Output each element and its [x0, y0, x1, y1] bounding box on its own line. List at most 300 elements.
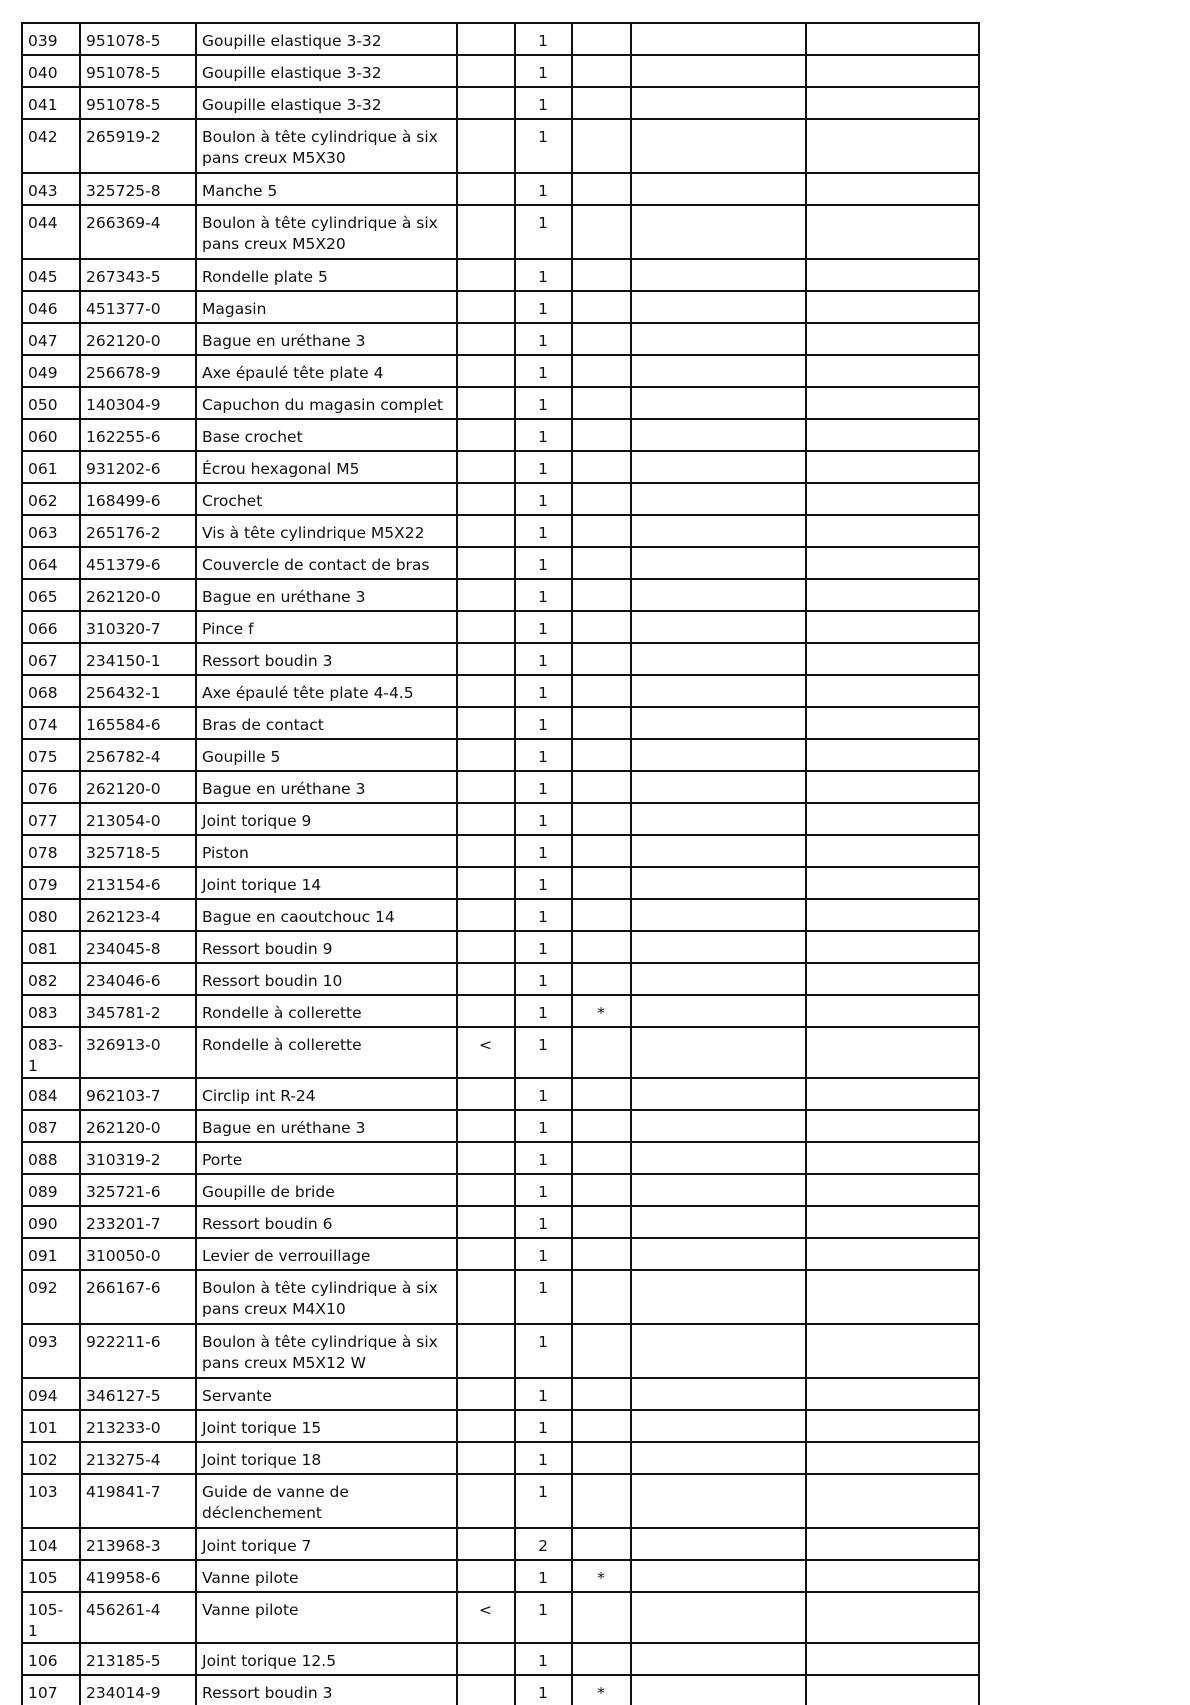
description-cell: Circlip int R-24 — [196, 1078, 457, 1110]
empty-cell-1 — [631, 1027, 806, 1078]
quantity-cell: 1 — [515, 55, 572, 87]
table-row — [22, 1378, 979, 1410]
table-row — [22, 1110, 979, 1142]
empty-cell-1 — [631, 419, 806, 451]
quantity-cell: 1 — [515, 323, 572, 355]
empty-cell-2 — [806, 23, 979, 55]
empty-cell-1 — [631, 451, 806, 483]
note-mark-cell — [457, 1270, 515, 1324]
flag-mark-cell — [572, 1110, 631, 1142]
description-cell: Bague en uréthane 3 — [196, 1110, 457, 1142]
note-mark-cell — [457, 1410, 515, 1442]
note-mark-cell — [457, 291, 515, 323]
part-number-cell: 962103-7 — [80, 1078, 196, 1110]
flag-mark-cell — [572, 23, 631, 55]
flag-mark-cell — [572, 483, 631, 515]
empty-cell-2 — [806, 355, 979, 387]
quantity-cell: 1 — [515, 1675, 572, 1705]
flag-mark-cell — [572, 1206, 631, 1238]
quantity-cell: 1 — [515, 1442, 572, 1474]
empty-cell-2 — [806, 387, 979, 419]
note-mark-cell — [457, 323, 515, 355]
description-cell: Ressort boudin 3 — [196, 643, 457, 675]
parts-table-body — [22, 23, 979, 1705]
part-number-cell: 165584-6 — [80, 707, 196, 739]
note-mark-cell — [457, 23, 515, 55]
part-number-cell: 266167-6 — [80, 1270, 196, 1324]
part-number-cell: 326913-0 — [80, 1027, 196, 1078]
description-cell: Rondelle plate 5 — [196, 259, 457, 291]
flag-mark-cell — [572, 739, 631, 771]
part-number-cell: 345781-2 — [80, 995, 196, 1027]
quantity-cell: 1 — [515, 173, 572, 205]
part-number-cell: 310319-2 — [80, 1142, 196, 1174]
part-number-cell: 234014-9 — [80, 1675, 196, 1705]
table-row — [22, 739, 979, 771]
empty-cell-1 — [631, 1643, 806, 1675]
flag-mark-cell — [572, 1174, 631, 1206]
table-row — [22, 1592, 979, 1643]
note-mark-cell — [457, 835, 515, 867]
quantity-cell: 1 — [515, 259, 572, 291]
item-number-cell: 102 — [22, 1442, 80, 1474]
note-mark-cell — [457, 963, 515, 995]
empty-cell-2 — [806, 1174, 979, 1206]
description-cell: Bague en uréthane 3 — [196, 771, 457, 803]
item-number-cell: 067 — [22, 643, 80, 675]
item-number-cell: 062 — [22, 483, 80, 515]
description-cell: Bras de contact — [196, 707, 457, 739]
part-number-cell: 262120-0 — [80, 579, 196, 611]
quantity-cell: 1 — [515, 611, 572, 643]
empty-cell-2 — [806, 1560, 979, 1592]
item-number-cell: 044 — [22, 205, 80, 259]
quantity-cell: 1 — [515, 579, 572, 611]
flag-mark-cell — [572, 963, 631, 995]
note-mark-cell — [457, 173, 515, 205]
table-row — [22, 259, 979, 291]
description-cell: Joint torique 15 — [196, 1410, 457, 1442]
table-row — [22, 1643, 979, 1675]
item-number-cell: 068 — [22, 675, 80, 707]
empty-cell-1 — [631, 1528, 806, 1560]
flag-mark-cell — [572, 1528, 631, 1560]
description-cell: Vanne pilote — [196, 1592, 457, 1643]
flag-mark-cell — [572, 1410, 631, 1442]
empty-cell-1 — [631, 803, 806, 835]
table-row — [22, 1270, 979, 1324]
empty-cell-2 — [806, 515, 979, 547]
description-cell: Écrou hexagonal M5 — [196, 451, 457, 483]
quantity-cell: 1 — [515, 771, 572, 803]
item-number-cell: 104 — [22, 1528, 80, 1560]
flag-mark-cell — [572, 173, 631, 205]
flag-mark-cell — [572, 387, 631, 419]
item-number-cell: 080 — [22, 899, 80, 931]
note-mark-cell — [457, 1174, 515, 1206]
note-mark-cell — [457, 1378, 515, 1410]
quantity-cell: 1 — [515, 1378, 572, 1410]
flag-mark-cell — [572, 55, 631, 87]
description-cell: Goupille 5 — [196, 739, 457, 771]
part-number-cell: 262123-4 — [80, 899, 196, 931]
part-number-cell: 140304-9 — [80, 387, 196, 419]
empty-cell-2 — [806, 1206, 979, 1238]
flag-mark-cell — [572, 515, 631, 547]
empty-cell-1 — [631, 515, 806, 547]
quantity-cell: 1 — [515, 931, 572, 963]
description-cell: Joint torique 12.5 — [196, 1643, 457, 1675]
empty-cell-1 — [631, 963, 806, 995]
empty-cell-1 — [631, 259, 806, 291]
item-number-cell: 079 — [22, 867, 80, 899]
note-mark-cell — [457, 119, 515, 173]
empty-cell-1 — [631, 835, 806, 867]
note-mark-cell — [457, 803, 515, 835]
flag-mark-cell — [572, 1378, 631, 1410]
empty-cell-2 — [806, 1528, 979, 1560]
description-cell: Bague en caoutchouc 14 — [196, 899, 457, 931]
note-mark-cell — [457, 771, 515, 803]
quantity-cell: 1 — [515, 451, 572, 483]
flag-mark-cell — [572, 1643, 631, 1675]
item-number-cell: 087 — [22, 1110, 80, 1142]
empty-cell-2 — [806, 205, 979, 259]
empty-cell-2 — [806, 451, 979, 483]
table-row — [22, 579, 979, 611]
empty-cell-2 — [806, 119, 979, 173]
description-cell: Axe épaulé tête plate 4 — [196, 355, 457, 387]
empty-cell-2 — [806, 899, 979, 931]
empty-cell-1 — [631, 643, 806, 675]
part-number-cell: 325721-6 — [80, 1174, 196, 1206]
flag-mark-cell — [572, 579, 631, 611]
quantity-cell: 1 — [515, 675, 572, 707]
item-number-cell: 075 — [22, 739, 80, 771]
item-number-cell: 042 — [22, 119, 80, 173]
part-number-cell: 922211-6 — [80, 1324, 196, 1378]
item-number-cell: 088 — [22, 1142, 80, 1174]
empty-cell-2 — [806, 931, 979, 963]
flag-mark-cell — [572, 1442, 631, 1474]
empty-cell-1 — [631, 1442, 806, 1474]
description-cell: Ressort boudin 10 — [196, 963, 457, 995]
part-number-cell: 325725-8 — [80, 173, 196, 205]
quantity-cell: 1 — [515, 547, 572, 579]
quantity-cell: 1 — [515, 1206, 572, 1238]
table-row — [22, 1142, 979, 1174]
table-row — [22, 675, 979, 707]
table-row — [22, 55, 979, 87]
empty-cell-1 — [631, 739, 806, 771]
empty-cell-1 — [631, 1378, 806, 1410]
table-row — [22, 771, 979, 803]
empty-cell-1 — [631, 579, 806, 611]
quantity-cell: 1 — [515, 1027, 572, 1078]
description-cell: Ressort boudin 3 — [196, 1675, 457, 1705]
empty-cell-1 — [631, 1078, 806, 1110]
empty-cell-2 — [806, 963, 979, 995]
note-mark-cell — [457, 419, 515, 451]
empty-cell-2 — [806, 1378, 979, 1410]
empty-cell-2 — [806, 1675, 979, 1705]
description-cell: Boulon à tête cylindrique à six pans creux M5X30 — [196, 119, 457, 173]
empty-cell-1 — [631, 1410, 806, 1442]
description-cell: Levier de verrouillage — [196, 1238, 457, 1270]
flag-mark-cell — [572, 899, 631, 931]
description-cell: Axe épaulé tête plate 4-4.5 — [196, 675, 457, 707]
quantity-cell: 1 — [515, 739, 572, 771]
note-mark-cell — [457, 1528, 515, 1560]
quantity-cell: 1 — [515, 1270, 572, 1324]
table-row — [22, 1528, 979, 1560]
item-number-cell: 049 — [22, 355, 80, 387]
quantity-cell: 1 — [515, 835, 572, 867]
part-number-cell: 265176-2 — [80, 515, 196, 547]
item-number-cell: 106 — [22, 1643, 80, 1675]
note-mark-cell — [457, 611, 515, 643]
note-mark-cell — [457, 899, 515, 931]
description-cell: Capuchon du magasin complet — [196, 387, 457, 419]
flag-mark-cell — [572, 675, 631, 707]
table-row — [22, 119, 979, 173]
quantity-cell: 1 — [515, 419, 572, 451]
part-number-cell: 310320-7 — [80, 611, 196, 643]
table-row — [22, 1474, 979, 1528]
table-row — [22, 1206, 979, 1238]
quantity-cell: 1 — [515, 1174, 572, 1206]
flag-mark-cell — [572, 643, 631, 675]
flag-mark-cell — [572, 1078, 631, 1110]
empty-cell-2 — [806, 173, 979, 205]
table-row — [22, 419, 979, 451]
empty-cell-2 — [806, 1324, 979, 1378]
empty-cell-2 — [806, 1270, 979, 1324]
empty-cell-2 — [806, 675, 979, 707]
quantity-cell: 1 — [515, 23, 572, 55]
empty-cell-2 — [806, 1410, 979, 1442]
note-mark-cell — [457, 1206, 515, 1238]
description-cell: Ressort boudin 6 — [196, 1206, 457, 1238]
table-row — [22, 547, 979, 579]
table-row — [22, 205, 979, 259]
empty-cell-2 — [806, 87, 979, 119]
description-cell: Vanne pilote — [196, 1560, 457, 1592]
part-number-cell: 233201-7 — [80, 1206, 196, 1238]
flag-mark-cell — [572, 119, 631, 173]
empty-cell-2 — [806, 803, 979, 835]
table-row — [22, 1324, 979, 1378]
empty-cell-2 — [806, 1078, 979, 1110]
flag-mark-cell — [572, 1324, 631, 1378]
note-mark-cell — [457, 739, 515, 771]
quantity-cell: 1 — [515, 995, 572, 1027]
part-number-cell: 234045-8 — [80, 931, 196, 963]
table-row — [22, 323, 979, 355]
empty-cell-2 — [806, 643, 979, 675]
quantity-cell: 1 — [515, 1560, 572, 1592]
empty-cell-1 — [631, 387, 806, 419]
flag-mark-cell — [572, 1142, 631, 1174]
item-number-cell: 077 — [22, 803, 80, 835]
note-mark-cell — [457, 387, 515, 419]
empty-cell-2 — [806, 1110, 979, 1142]
table-row — [22, 23, 979, 55]
empty-cell-2 — [806, 259, 979, 291]
note-mark-cell — [457, 867, 515, 899]
item-number-cell: 040 — [22, 55, 80, 87]
quantity-cell: 1 — [515, 1142, 572, 1174]
note-mark-cell — [457, 995, 515, 1027]
table-row — [22, 87, 979, 119]
flag-mark-cell — [572, 931, 631, 963]
table-row — [22, 1027, 979, 1078]
table-row — [22, 707, 979, 739]
part-number-cell: 346127-5 — [80, 1378, 196, 1410]
empty-cell-2 — [806, 611, 979, 643]
flag-mark-cell — [572, 259, 631, 291]
note-mark-cell — [457, 643, 515, 675]
quantity-cell: 1 — [515, 1410, 572, 1442]
note-mark-cell — [457, 1324, 515, 1378]
part-number-cell: 256432-1 — [80, 675, 196, 707]
item-number-cell: 094 — [22, 1378, 80, 1410]
flag-mark-cell: * — [572, 1675, 631, 1705]
part-number-cell: 419841-7 — [80, 1474, 196, 1528]
description-cell: Rondelle à collerette — [196, 995, 457, 1027]
item-number-cell: 082 — [22, 963, 80, 995]
note-mark-cell — [457, 483, 515, 515]
table-row — [22, 483, 979, 515]
part-number-cell: 265919-2 — [80, 119, 196, 173]
flag-mark-cell — [572, 707, 631, 739]
note-mark-cell — [457, 707, 515, 739]
description-cell: Boulon à tête cylindrique à six pans creux M4X10 — [196, 1270, 457, 1324]
flag-mark-cell: * — [572, 995, 631, 1027]
part-number-cell: 951078-5 — [80, 55, 196, 87]
note-mark-cell — [457, 1643, 515, 1675]
part-number-cell: 451379-6 — [80, 547, 196, 579]
parts-table — [21, 22, 980, 1705]
description-cell: Boulon à tête cylindrique à six pans creux M5X20 — [196, 205, 457, 259]
note-mark-cell — [457, 579, 515, 611]
note-mark-cell — [457, 1142, 515, 1174]
table-row — [22, 867, 979, 899]
part-number-cell: 213968-3 — [80, 1528, 196, 1560]
flag-mark-cell — [572, 1592, 631, 1643]
table-row — [22, 643, 979, 675]
table-row — [22, 803, 979, 835]
flag-mark-cell — [572, 803, 631, 835]
empty-cell-1 — [631, 55, 806, 87]
item-number-cell: 060 — [22, 419, 80, 451]
quantity-cell: 1 — [515, 87, 572, 119]
part-number-cell: 931202-6 — [80, 451, 196, 483]
quantity-cell: 1 — [515, 1474, 572, 1528]
empty-cell-2 — [806, 739, 979, 771]
note-mark-cell — [457, 1675, 515, 1705]
part-number-cell: 262120-0 — [80, 1110, 196, 1142]
part-number-cell: 213233-0 — [80, 1410, 196, 1442]
description-cell: Crochet — [196, 483, 457, 515]
empty-cell-1 — [631, 1142, 806, 1174]
flag-mark-cell — [572, 1474, 631, 1528]
description-cell: Ressort boudin 9 — [196, 931, 457, 963]
quantity-cell: 1 — [515, 483, 572, 515]
empty-cell-2 — [806, 1238, 979, 1270]
empty-cell-1 — [631, 1675, 806, 1705]
item-number-cell: 090 — [22, 1206, 80, 1238]
quantity-cell: 1 — [515, 1592, 572, 1643]
table-row — [22, 291, 979, 323]
flag-mark-cell — [572, 771, 631, 803]
note-mark-cell — [457, 259, 515, 291]
flag-mark-cell — [572, 835, 631, 867]
table-row — [22, 1442, 979, 1474]
empty-cell-1 — [631, 995, 806, 1027]
empty-cell-1 — [631, 707, 806, 739]
empty-cell-2 — [806, 1142, 979, 1174]
description-cell: Vis à tête cylindrique M5X22 — [196, 515, 457, 547]
item-number-cell: 107 — [22, 1675, 80, 1705]
table-row — [22, 1078, 979, 1110]
quantity-cell: 1 — [515, 515, 572, 547]
quantity-cell: 1 — [515, 707, 572, 739]
empty-cell-2 — [806, 835, 979, 867]
description-cell: Boulon à tête cylindrique à six pans creux M5X12 W — [196, 1324, 457, 1378]
note-mark-cell — [457, 547, 515, 579]
item-number-cell: 065 — [22, 579, 80, 611]
part-number-cell: 213185-5 — [80, 1643, 196, 1675]
description-cell: Joint torique 18 — [196, 1442, 457, 1474]
quantity-cell: 1 — [515, 899, 572, 931]
flag-mark-cell — [572, 205, 631, 259]
table-row — [22, 899, 979, 931]
note-mark-cell — [457, 515, 515, 547]
part-number-cell: 234046-6 — [80, 963, 196, 995]
part-number-cell: 451377-0 — [80, 291, 196, 323]
item-number-cell: 063 — [22, 515, 80, 547]
empty-cell-1 — [631, 173, 806, 205]
table-row — [22, 931, 979, 963]
table-row — [22, 515, 979, 547]
note-mark-cell — [457, 205, 515, 259]
item-number-cell: 084 — [22, 1078, 80, 1110]
quantity-cell: 1 — [515, 1643, 572, 1675]
description-cell: Manche 5 — [196, 173, 457, 205]
empty-cell-2 — [806, 419, 979, 451]
flag-mark-cell — [572, 1027, 631, 1078]
description-cell: Magasin — [196, 291, 457, 323]
item-number-cell: 092 — [22, 1270, 80, 1324]
empty-cell-2 — [806, 1643, 979, 1675]
description-cell: Pince f — [196, 611, 457, 643]
quantity-cell: 1 — [515, 803, 572, 835]
description-cell: Servante — [196, 1378, 457, 1410]
table-row — [22, 963, 979, 995]
empty-cell-1 — [631, 1238, 806, 1270]
empty-cell-1 — [631, 87, 806, 119]
empty-cell-2 — [806, 1592, 979, 1643]
empty-cell-2 — [806, 771, 979, 803]
quantity-cell: 1 — [515, 205, 572, 259]
description-cell: Base crochet — [196, 419, 457, 451]
description-cell: Goupille elastique 3-32 — [196, 23, 457, 55]
empty-cell-2 — [806, 707, 979, 739]
item-number-cell: 083 — [22, 995, 80, 1027]
item-number-cell: 064 — [22, 547, 80, 579]
part-number-cell: 256782-4 — [80, 739, 196, 771]
